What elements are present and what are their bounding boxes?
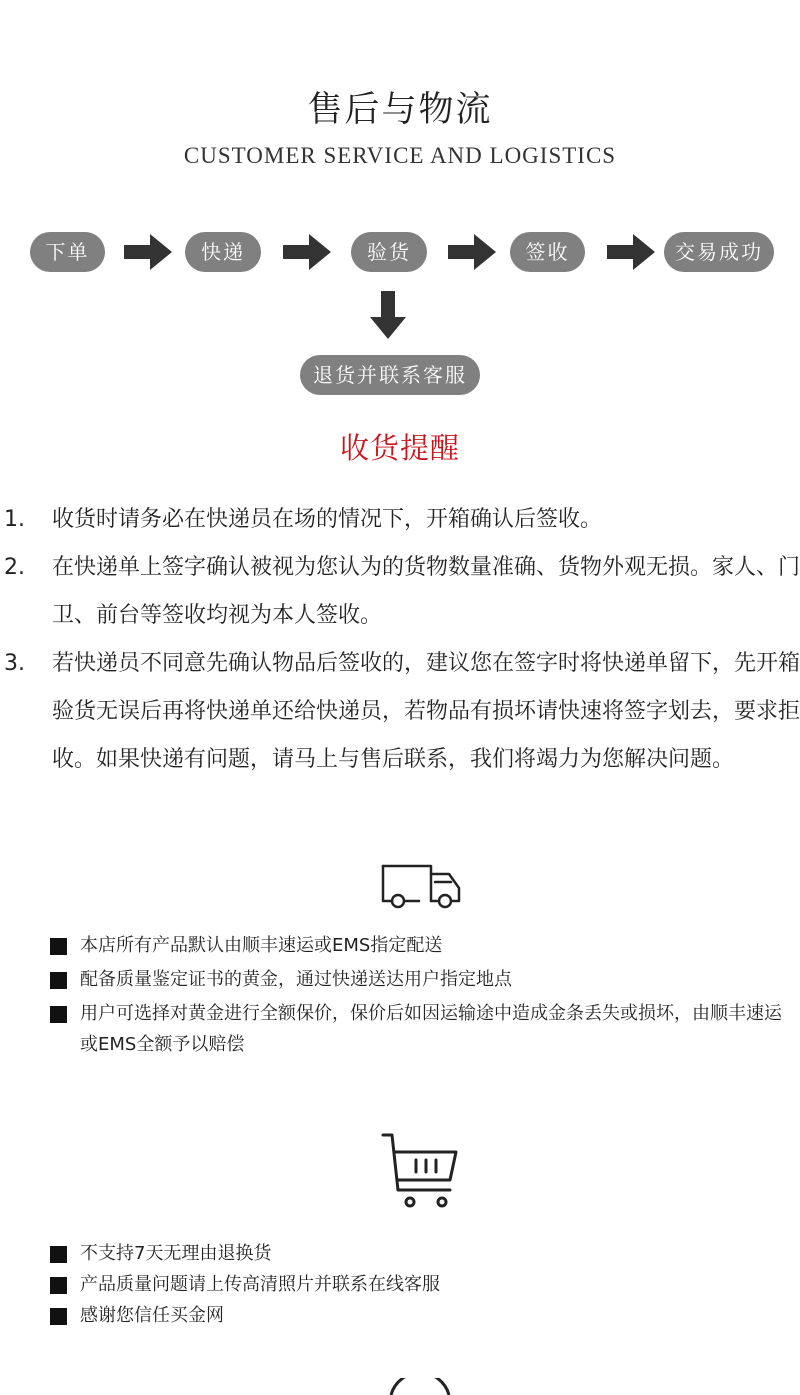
reminder-item: [4, 640, 800, 784]
bullet-square-icon: [50, 1308, 67, 1325]
reminder-item-number: 2.: [4, 555, 25, 580]
logistics-item-text: 用户可选择对黄金进行全额保价，保价后如因运输途中造成金条丢失或损坏，由顺丰速运或EMS全额予以赔偿: [80, 1003, 782, 1055]
reminder-item-number: 3.: [4, 651, 25, 676]
step-express: 快递: [185, 232, 261, 272]
bullet-square-icon: [50, 1246, 67, 1263]
bullet-square-icon: [50, 1277, 67, 1294]
section-title-reminder: 收货提醒: [339, 431, 460, 465]
circle-icon: [385, 1378, 455, 1395]
truck-icon: [375, 860, 467, 910]
reminder-item-text: 在快递单上签字确认被视为您认为的货物数量准确、货物外观无损。家人、门卫、前台等签收均视为本人签收。: [52, 555, 800, 628]
page-title: 售后与物流: [307, 90, 493, 130]
arrow-down-icon: [370, 291, 406, 339]
step-inspect: 验货: [351, 232, 427, 272]
reminder-item-number: 1.: [4, 507, 25, 532]
bullet-square-icon: [50, 1006, 67, 1023]
bullet-square-icon: [50, 972, 67, 989]
logistics-item-text: 配备质量鉴定证书的黄金，通过快递送达用户指定地点: [80, 969, 512, 990]
step-complete: 交易成功: [664, 232, 774, 272]
returns-item-text: 不支持7天无理由退换货: [80, 1243, 272, 1264]
arrow-right-icon: [607, 234, 655, 270]
returns-item-text: 感谢您信任买金网: [80, 1305, 224, 1326]
arrow-right-icon: [448, 234, 496, 270]
shopping-cart-icon: [380, 1130, 464, 1212]
page-subtitle: CUSTOMER SERVICE AND LOGISTICS: [183, 143, 617, 168]
returns-item-text: 产品质量问题请上传高清照片并联系在线客服: [80, 1274, 440, 1295]
step-return: 退货并联系客服: [300, 355, 480, 395]
arrow-right-icon: [124, 234, 172, 270]
reminder-item: [4, 496, 800, 544]
step-order: 下单: [30, 232, 105, 272]
reminder-item-text: 若快递员不同意先确认物品后签收的，建议您在签字时将快递单留下，先开箱验货无误后再将快递单还给快递员，若物品有损坏请快速将签字划去，要求拒收。如果快递有问题，请马上与售后联系，我们将竭力为您解决问题。: [52, 651, 800, 772]
step-sign: 签收: [510, 232, 585, 272]
bullet-square-icon: [50, 938, 67, 955]
reminder-item-text: 收货时请务必在快递员在场的情况下，开箱确认后签收。: [52, 507, 603, 532]
logistics-item-text: 本店所有产品默认由顺丰速运或EMS指定配送: [80, 935, 443, 956]
reminder-item: [4, 544, 800, 640]
arrow-right-icon: [283, 234, 331, 270]
